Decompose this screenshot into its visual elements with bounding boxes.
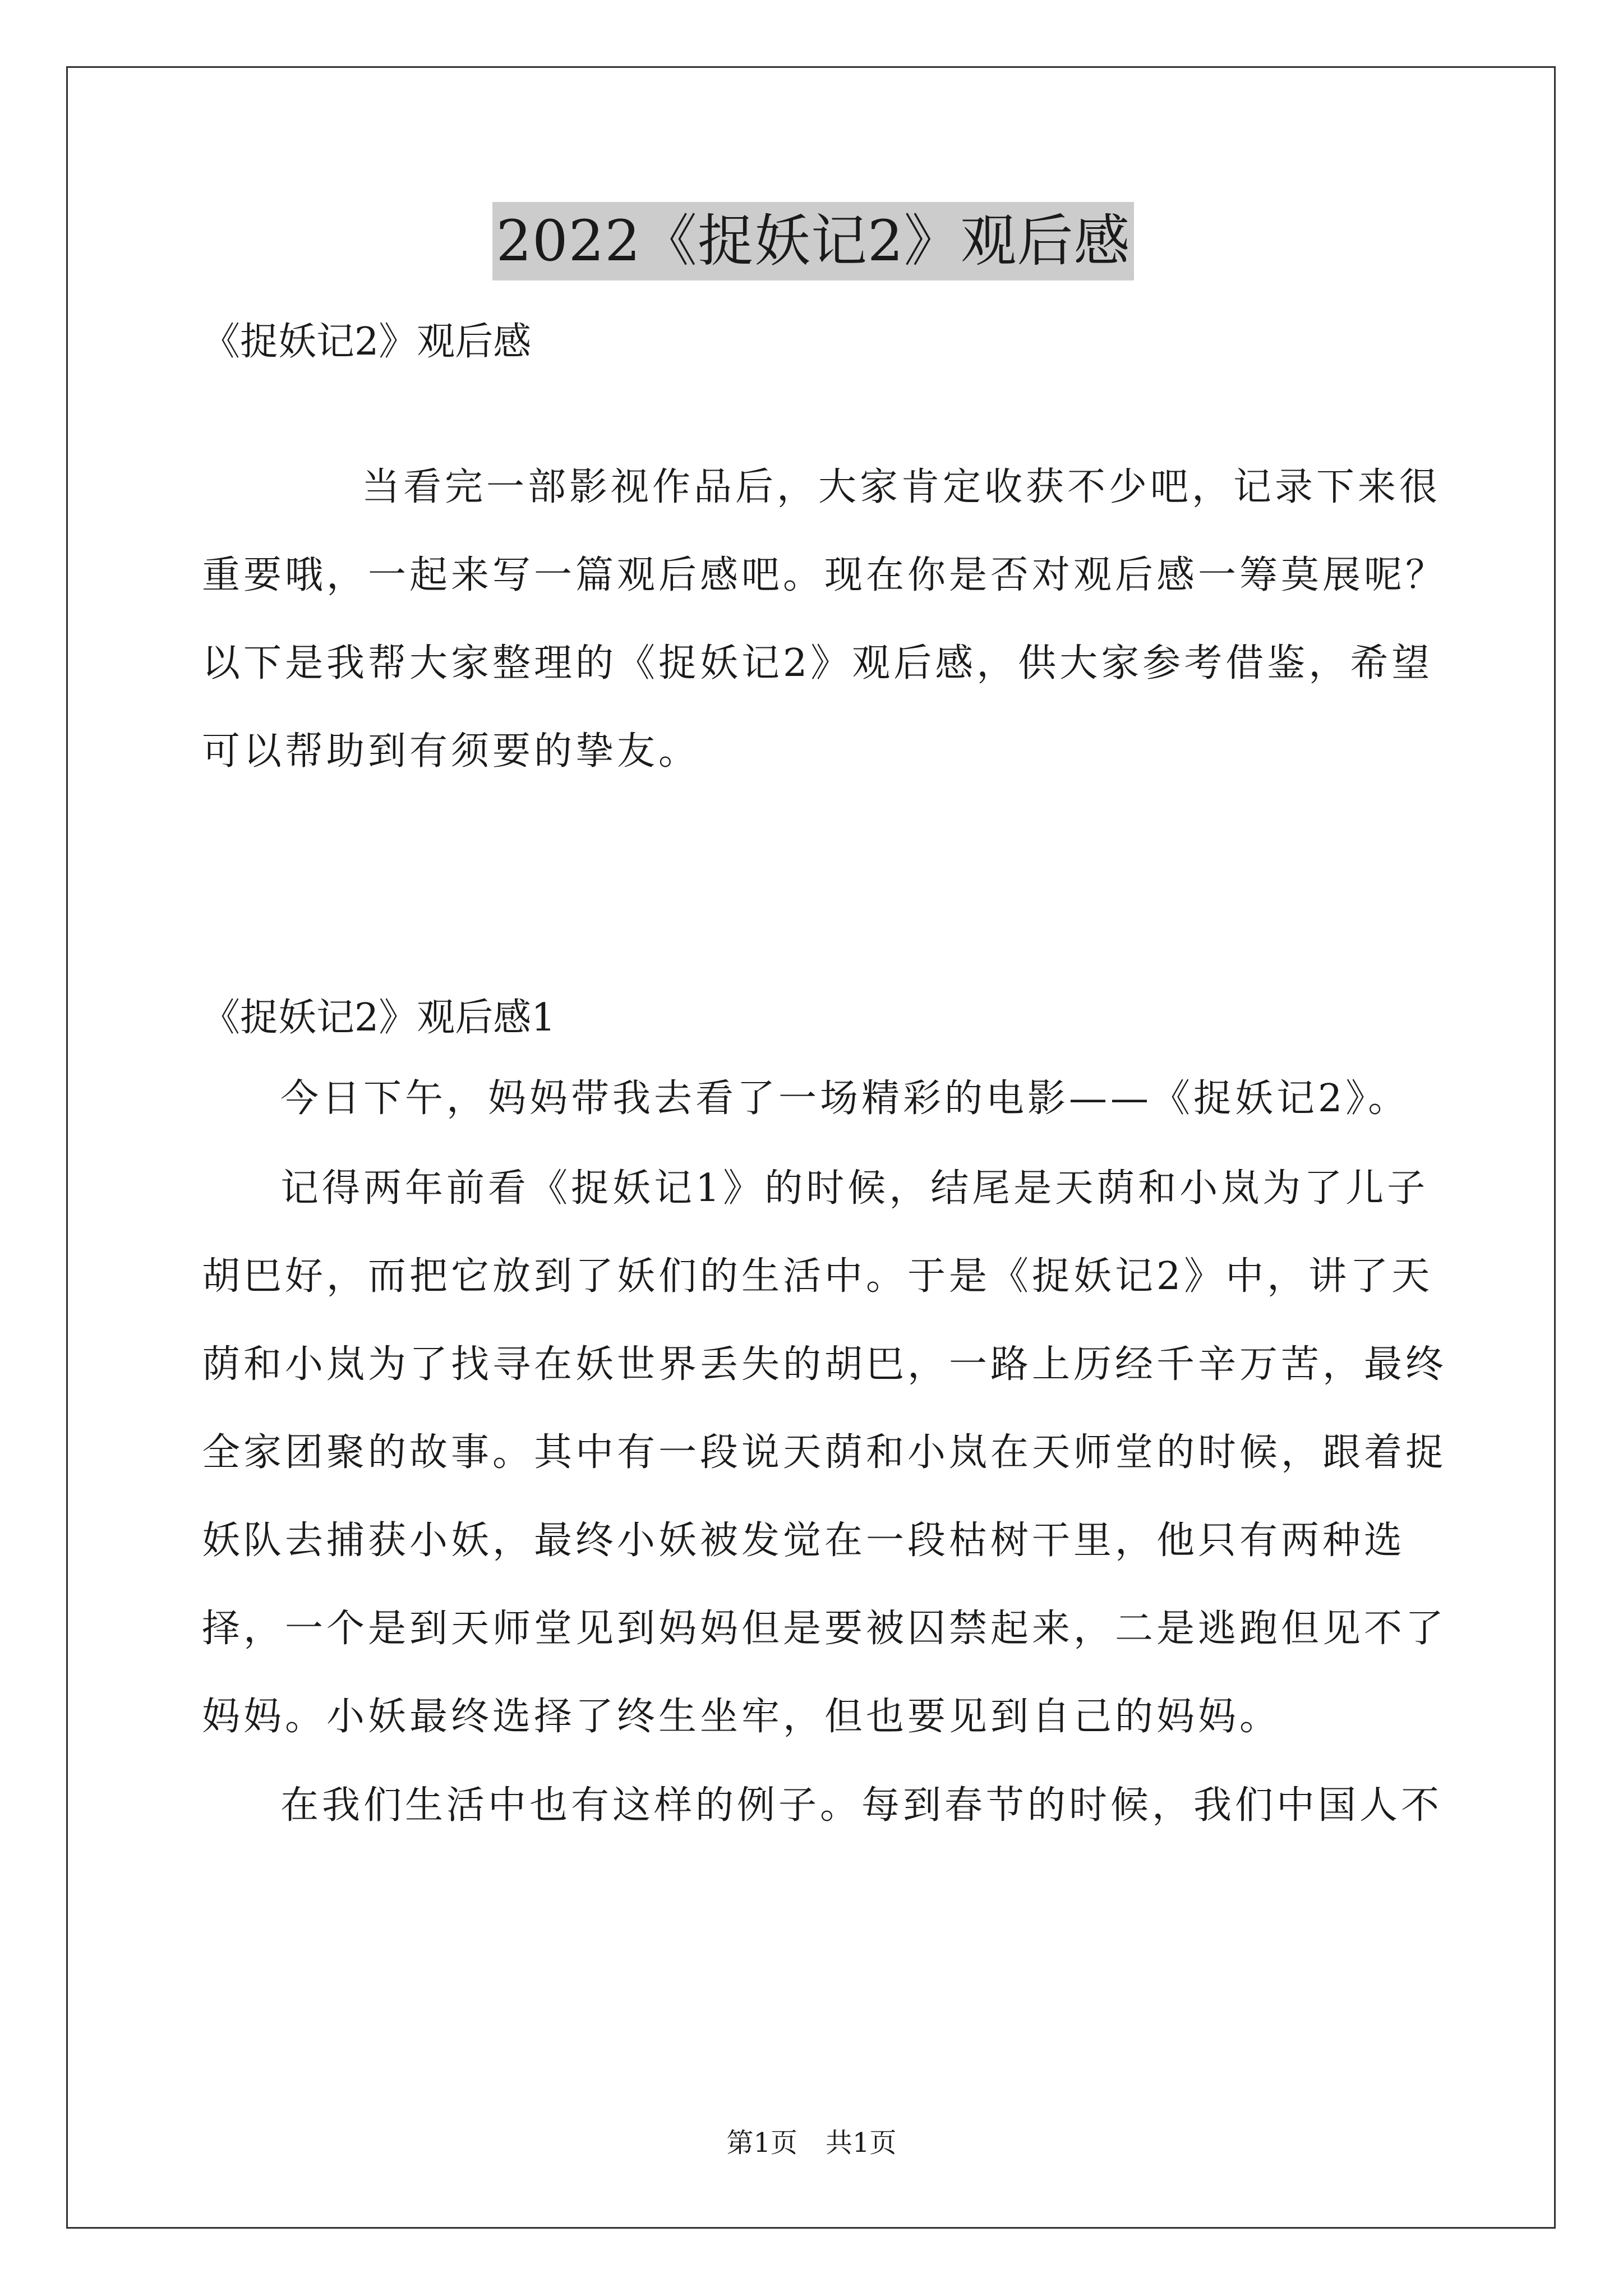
title-wrap xyxy=(202,202,1424,280)
essay-paragraph-1: 今日下午，妈妈带我去看了一场精彩的电影——《捉妖记2》。 xyxy=(280,1076,1410,1121)
intro-paragraph: 当看完一部影视作品后，大家肯定收获不少吧，记录下来很重要哦，一起来写一篇观后感吧。现在你是否对观后感一筹莫展呢？以下是我帮大家整理的《捉妖记2》观后感，供大家参考借鉴，希望可以帮助到有须要的挚友。 xyxy=(202,465,1447,774)
page-footer xyxy=(0,2126,1623,2160)
essay-paragraph-2: 记得两年前看《捉妖记1》的时候，结尾是天荫和小岚为了儿子胡巴好，而把它放到了妖们的生活中。于是《捉妖记2》中，讲了天荫和小岚为了找寻在妖世界丢失的胡巴，一路上历经千辛万苦，最终全家团聚的故事。其中有一段说天荫和小岚在天师堂的时候，跟着捉妖队去捕获小妖，最终小妖被发觉在一段枯树干里，他只有两种选择，一个是到天师堂见到妈妈但是要被囚禁起来，二是逃跑但见不了妈妈。小妖最终选择了终生坐牢，但也要见到自己的妈妈。 xyxy=(202,1166,1447,1739)
document-title: 2022《捉妖记2》观后感 xyxy=(492,202,1133,280)
essay-paragraph-3: 在我们生活中也有这样的例子。每到春节的时候，我们中国人不 xyxy=(280,1783,1443,1828)
page-total: 共1页 xyxy=(826,2127,897,2159)
page-number: 第1页 xyxy=(726,2127,797,2159)
section-heading: 《捉妖记2》观后感 xyxy=(202,320,532,364)
essay-heading: 《捉妖记2》观后感1 xyxy=(202,996,556,1040)
